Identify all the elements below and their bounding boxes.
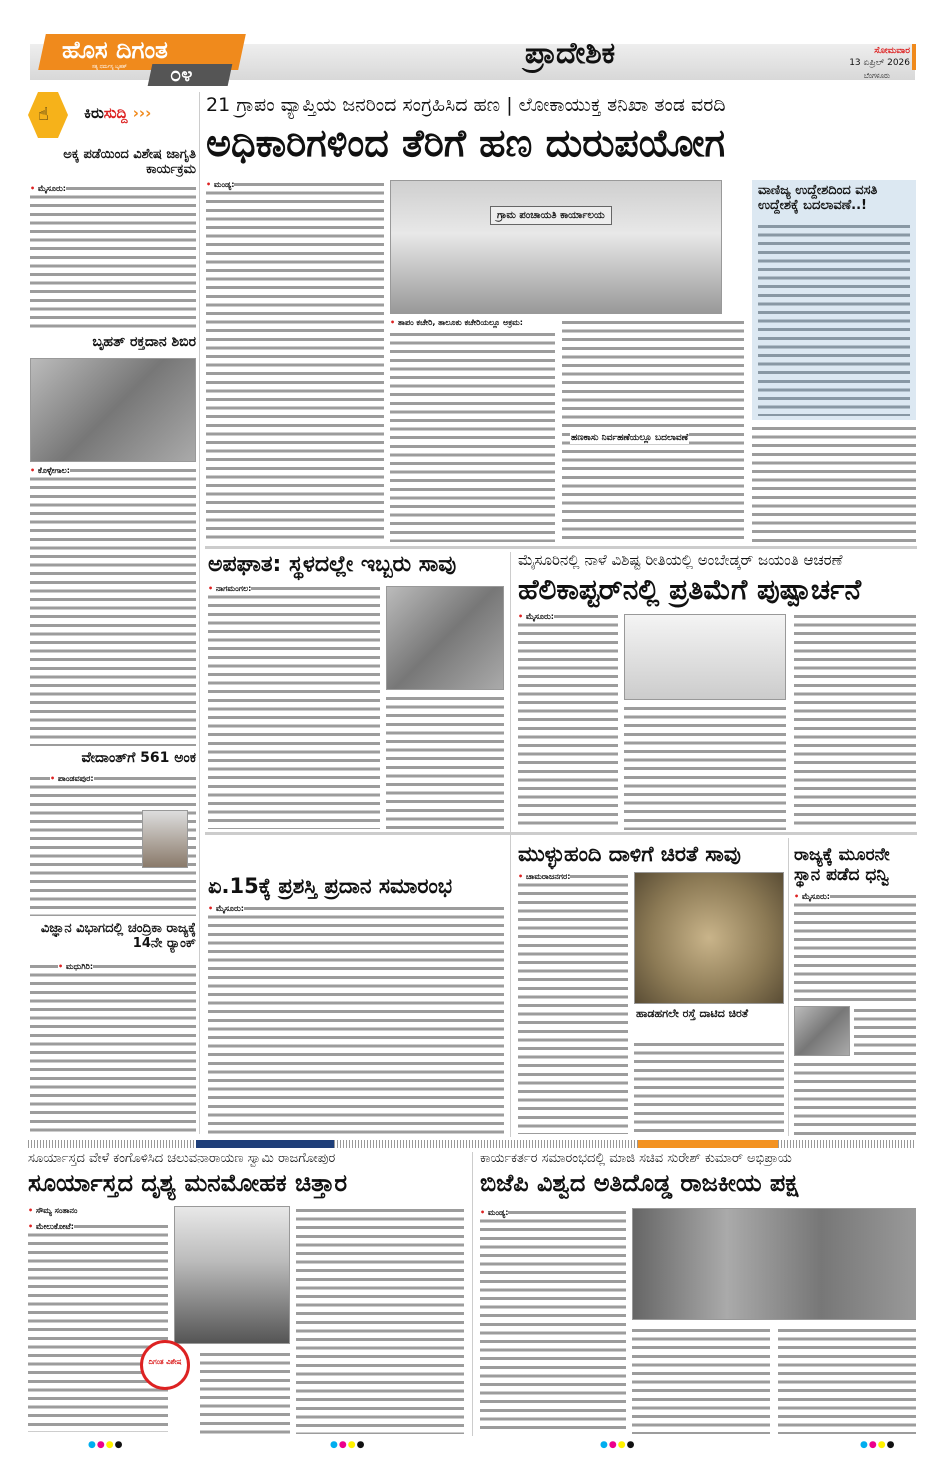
cmyk-registration-marks: ●●●●: [600, 1440, 636, 1450]
accident-photo: [386, 586, 504, 690]
ambedkar-body: [794, 612, 916, 830]
issue-date: 13 ಏಪ್ರಿಲ್ 2026: [849, 58, 910, 68]
blood-camp-photo: [30, 358, 196, 462]
sunset-headline: ಸೂರ್ಯಾಸ್ತದ ದೃಶ್ಯ ಮನಮೋಹಕ ಚಿತ್ತಾರ: [28, 1169, 348, 1197]
leopard-subhead: ಹಾಡಹಗಲೇ ರಸ್ತೆ ದಾಟಿದ ಚಿರತೆ: [636, 1007, 749, 1020]
dateline: • ಮಧುಗಿರಿ:: [58, 962, 93, 972]
bjp-body: [480, 1208, 626, 1434]
cmyk-registration-marks: ●●●●: [330, 1440, 366, 1450]
student-photo: [142, 810, 188, 868]
kirusuddi-b: ಸುದ್ದಿ: [103, 104, 128, 122]
leopard-body: [518, 872, 628, 1134]
lead-body: [752, 424, 916, 542]
cmyk-registration-marks: ●●●●: [860, 1440, 896, 1450]
leopard-body: [634, 1040, 784, 1134]
dateline: • ಮೈಸೂರು:: [30, 184, 66, 194]
ambedkar-body: [518, 612, 618, 830]
dhanvi-body: [794, 1060, 916, 1136]
leopard-photo: [634, 872, 784, 1004]
lead-body: [390, 330, 555, 542]
bjp-kicker: ಕಾರ್ಯಕರ್ತರ ಸಮಾರಂಭದಲ್ಲಿ ಮಾಜಿ ಸಚಿವ ಸುರೇಶ್ ಕುಮಾರ್ ಅಭಿಪ್ರಾಯ: [480, 1151, 792, 1166]
sidebar-box-body: [758, 222, 910, 416]
dhanvi-headline: ರಾಜ್ಯಕ್ಕೆ ಮೂರನೇ ಸ್ಥಾನ ಪಡೆದ ಧನ್ವಿ: [794, 845, 890, 885]
logo-tagline: ಸತ್ಯ ಧರ್ಮಸ್ಯ ಬೃಹತ್: [92, 64, 127, 70]
dateline: • ಕೊಳ್ಳೇಗಾಲ:: [30, 466, 70, 476]
ambedkar-kicker: ಮೈಸೂರಿನಲ್ಲಿ ನಾಳೆ ವಿಶಿಷ್ಟ ರೀತಿಯಲ್ಲಿ ಅಂಬೇಡ್ಕರ್ ಜಯಂತಿ ಆಚರಣೆ: [518, 551, 843, 569]
lead-subhead: ಹಣಕಾಸು ನಿರ್ವಹಣೆಯಲ್ಲೂ ಬದಲಾವಣೆ: [571, 433, 689, 443]
blue-bar: [196, 1140, 334, 1148]
bjp-body: [632, 1326, 770, 1434]
dateline: • ನಾಗಮಂಗಲ:: [208, 584, 251, 594]
section-divider: [28, 1140, 916, 1148]
ambedkar-body: [624, 704, 786, 830]
bjp-body: [778, 1326, 916, 1434]
bjp-headline: ಬಿಜೆಪಿ ವಿಶ್ವದ ಅತಿದೊಡ್ಡ ರಾಜಕೀಯ ಪಕ್ಷ: [480, 1169, 799, 1197]
sidebar-box-title: ವಾಣಿಜ್ಯ ಉದ್ದೇಶದಿಂದ ವಸತಿ ಉದ್ದೇಶಕ್ಕೆ ಬದಲಾವಣೆ..!: [758, 183, 878, 213]
dhanvi-photo: [794, 1006, 850, 1056]
dateline: • ಮೈಸೂರು:: [794, 892, 830, 902]
panchayat-office-photo: [390, 180, 722, 314]
lead-kicker: 21 ಗ್ರಾಪಂ ವ್ಯಾಪ್ತಿಯ ಜನರಿಂದ ಸಂಗ್ರಹಿಸಿದ ಹಣ | ಲೋಕಾಯುಕ್ತ ತನಿಖಾ ತಂಡ ವರದಿ: [206, 94, 726, 116]
leopard-headline: ಮುಳ್ಳುಹಂದಿ ದಾಳಿಗೆ ಚಿರತೆ ಸಾವು: [518, 842, 741, 866]
issue-city: ಬೆಂಗಳೂರು: [863, 72, 890, 80]
ambedkar-headline: ಹೆಲಿಕಾಪ್ಟರ್‌ನಲ್ಲಿ ಪ್ರತಿಮೆಗೆ ಪುಷ್ಪಾರ್ಚನೆ: [518, 573, 862, 606]
photo-caption: • ತಾಪಂ ಕಚೇರಿ, ತಾಲೂಕು ಕಚೇರಿಯಲ್ಲೂ ಅಕ್ರಮ:: [390, 318, 523, 328]
office-sign: ಗ್ರಾಮ ಪಂಚಾಯತಿ ಕಾರ್ಯಾಲಯ: [490, 206, 612, 225]
story-title: ಅಕ್ಕ ಪಡೆಯಿಂದ ವಿಶೇಷ ಜಾಗೃತಿ ಕಾರ್ಯಕ್ರಮ: [63, 147, 196, 177]
dateline: • ಚಾಮರಾಜನಗರ:: [518, 872, 570, 882]
sunset-body: [200, 1350, 290, 1434]
divider: [205, 832, 917, 835]
award-headline: ಏ.15ಕ್ಕೆ ಪ್ರಶಸ್ತಿ ಪ್ರದಾನ ಸಮಾರಂಭ: [208, 874, 453, 898]
ambedkar-statue-photo: [624, 614, 786, 700]
chevrons: ›››: [127, 104, 152, 122]
dateline: • ಮೇಲುಕೋಟೆ:: [28, 1222, 74, 1232]
story-title: ವಿಜ್ಞಾನ ವಿಭಾಗದಲ್ಲಿ ಚಂದ್ರಿಕಾ ರಾಜ್ಯಕ್ಕೆ 14ನೇ ರ್‍ಯಾಂಕ್: [40, 921, 196, 951]
sunset-body: [296, 1206, 464, 1434]
award-body: [208, 904, 504, 1136]
story-title: ವೇದಾಂತ್‌ಗೆ 561 ಅಂಕ: [81, 750, 196, 766]
dateline: • ಪಾಂಡವಪುರ:: [50, 774, 94, 784]
lead-headline: ಅಧಿಕಾರಿಗಳಿಂದ ತೆರಿಗೆ ಹಣ ದುರುಪಯೋಗ: [206, 121, 726, 165]
hand-icon: ☝: [38, 104, 49, 125]
sunset-kicker: ಸೂರ್ಯಾಸ್ತದ ವೇಳೆ ಕಂಗೊಳಿಸಿದ ಚಲುವನಾರಾಯಣ ಸ್ವಾಮಿ ರಾಜಗೋಪುರ: [28, 1151, 336, 1166]
lead-body: [206, 180, 384, 542]
accident-body: [386, 694, 504, 829]
dhanvi-body: [854, 1006, 916, 1056]
kirusuddi-label: [84, 104, 151, 122]
byline: • ಸೌಮ್ಯ ಸಂತಾನಂ: [28, 1206, 77, 1216]
divider: [788, 838, 789, 1136]
story-body: [30, 962, 196, 1134]
story-body: [30, 184, 196, 330]
dateline: • ಮಂಡ್ಯ:: [480, 1208, 508, 1218]
lead-body: [562, 318, 744, 542]
kirusuddi-a: ಕಿರು: [84, 104, 104, 122]
accident-headline: ಅಪಘಾತ: ಸ್ಥಳದಲ್ಲೇ ಇಬ್ಬರು ಸಾವು: [208, 552, 457, 577]
logo-text: ಹೊಸ ದಿಗಂತ: [62, 36, 168, 64]
accident-body: [208, 584, 380, 829]
temple-tower-photo: [174, 1206, 290, 1344]
left-column-divider: [199, 92, 200, 1134]
orange-edge: [912, 44, 916, 70]
dhanvi-body: [794, 892, 916, 1002]
masthead: [0, 0, 945, 90]
orange-bar: [638, 1140, 778, 1148]
section-title: ಪ್ರಾದೇಶಿಕ: [524, 36, 616, 71]
dateline: • ಮಂಡ್ಯ:: [206, 180, 234, 190]
divider: [472, 1152, 473, 1436]
page-number: ೦೪: [170, 62, 193, 86]
story-title: ಬೃಹತ್ ರಕ್ತದಾನ ಶಿಬಿರ: [92, 334, 196, 350]
bjp-event-photo: [632, 1208, 916, 1320]
cmyk-registration-marks: ●●●●: [88, 1440, 124, 1450]
digantha-special-stamp: ದಿಗಂತ ವಿಶೇಷ: [140, 1340, 190, 1390]
dateline: • ಮೈಸೂರು:: [208, 904, 244, 914]
divider: [205, 546, 917, 549]
dateline: • ಮೈಸೂರು:: [518, 612, 554, 622]
story-body: [30, 466, 196, 746]
issue-day: ಸೋಮವಾರ: [874, 46, 910, 56]
divider: [510, 552, 511, 1137]
sunset-body: [28, 1222, 168, 1432]
